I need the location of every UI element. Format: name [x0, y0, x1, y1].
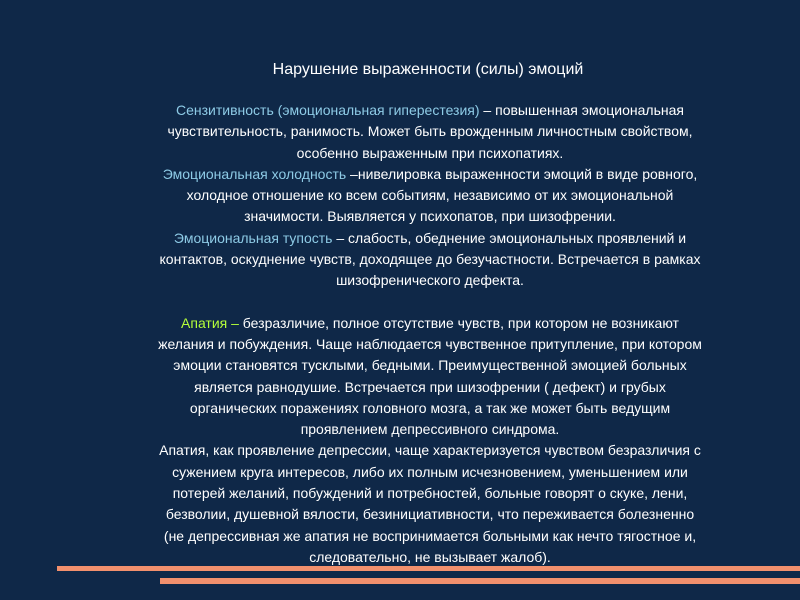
term-dullness: Эмоциональная тупость — [173, 229, 333, 246]
dullness-line-1 — [82, 228, 778, 249]
spacer — [82, 292, 778, 313]
sensitivity-line-3: особенно выраженным при психопатиях. — [296, 144, 564, 161]
apathy-depression-line-1: Апатия, как проявление депрессии, чаще характеризуется чувством безразличия с — [159, 442, 701, 459]
apathy-depression-line-3: потерей желаний, побуждений и потребностей, больные говорят о скуке, лени, — [172, 485, 688, 502]
coldness-line-3: значимости. Выявляется у психопатов, при шизофрении. — [244, 208, 616, 225]
apathy-line-1 — [82, 313, 778, 334]
text-fragment: безразличие, полное отсутствие чувств, при котором не возникают — [238, 314, 679, 331]
coldness-line-2: холодное отношение ко всем событиям, независимо от их эмоциональной — [186, 187, 674, 204]
apathy-depression-line-6: следовательно, не вызывает жалоб). — [309, 548, 551, 565]
text-fragment: – слабость, обеднение эмоциональных проявлений и — [332, 229, 687, 246]
apathy-depression-line-4: безволии, душевной вялости, безинициативности, что переживается болезненно — [165, 506, 695, 523]
apathy-line-2: желания и побуждения. Чаще наблюдается чувственное притупление, при котором — [158, 335, 702, 352]
term-sensitivity: Сензитивность (эмоциональная гиперестезия) — [176, 102, 480, 118]
slide-body — [82, 100, 778, 568]
apathy-depression-line-5: (не депрессивная же апатия не воспринимается больными как нечто тягостное и, — [163, 527, 697, 544]
dullness-line-2: контактов, оскуднение чувств, доходящее до безучастности. Встречается в рамках — [159, 251, 701, 268]
sensitivity-line-1 — [82, 100, 778, 121]
apathy-line-6: проявлением депрессивного синдрома. — [300, 421, 560, 438]
slide-title: Нарушение выраженности (силы) эмоций — [272, 61, 584, 78]
dullness-line-3: шизофренического дефекта. — [336, 272, 524, 289]
coldness-line-1 — [82, 164, 778, 185]
apathy-line-4: является равнодушие. Встречается при шизофрении ( дефект) и грубых — [194, 378, 666, 395]
text-fragment: – повышенная эмоциональная — [479, 102, 684, 118]
sensitivity-line-2: чувствительность, ранимость. Может быть врожденным личностным свойством, — [167, 123, 693, 140]
apathy-depression-line-2: сужением круга интересов, либо их полным исчезновением, уменьшением или — [172, 463, 688, 480]
text-fragment: –нивелировка выраженности эмоций в виде ровного, — [346, 165, 698, 182]
term-apathy: Апатия – — [181, 314, 239, 331]
accent-bar-top — [57, 566, 800, 571]
apathy-line-5: органических поражениях головного мозга, а так же может быть ведущим — [189, 399, 671, 416]
term-coldness: Эмоциональная холодность — [162, 165, 347, 182]
accent-bar-bottom — [160, 578, 800, 584]
apathy-line-3: эмоции становятся тусклыми, бедными. Преимущественной эмоцией больных — [173, 357, 687, 374]
